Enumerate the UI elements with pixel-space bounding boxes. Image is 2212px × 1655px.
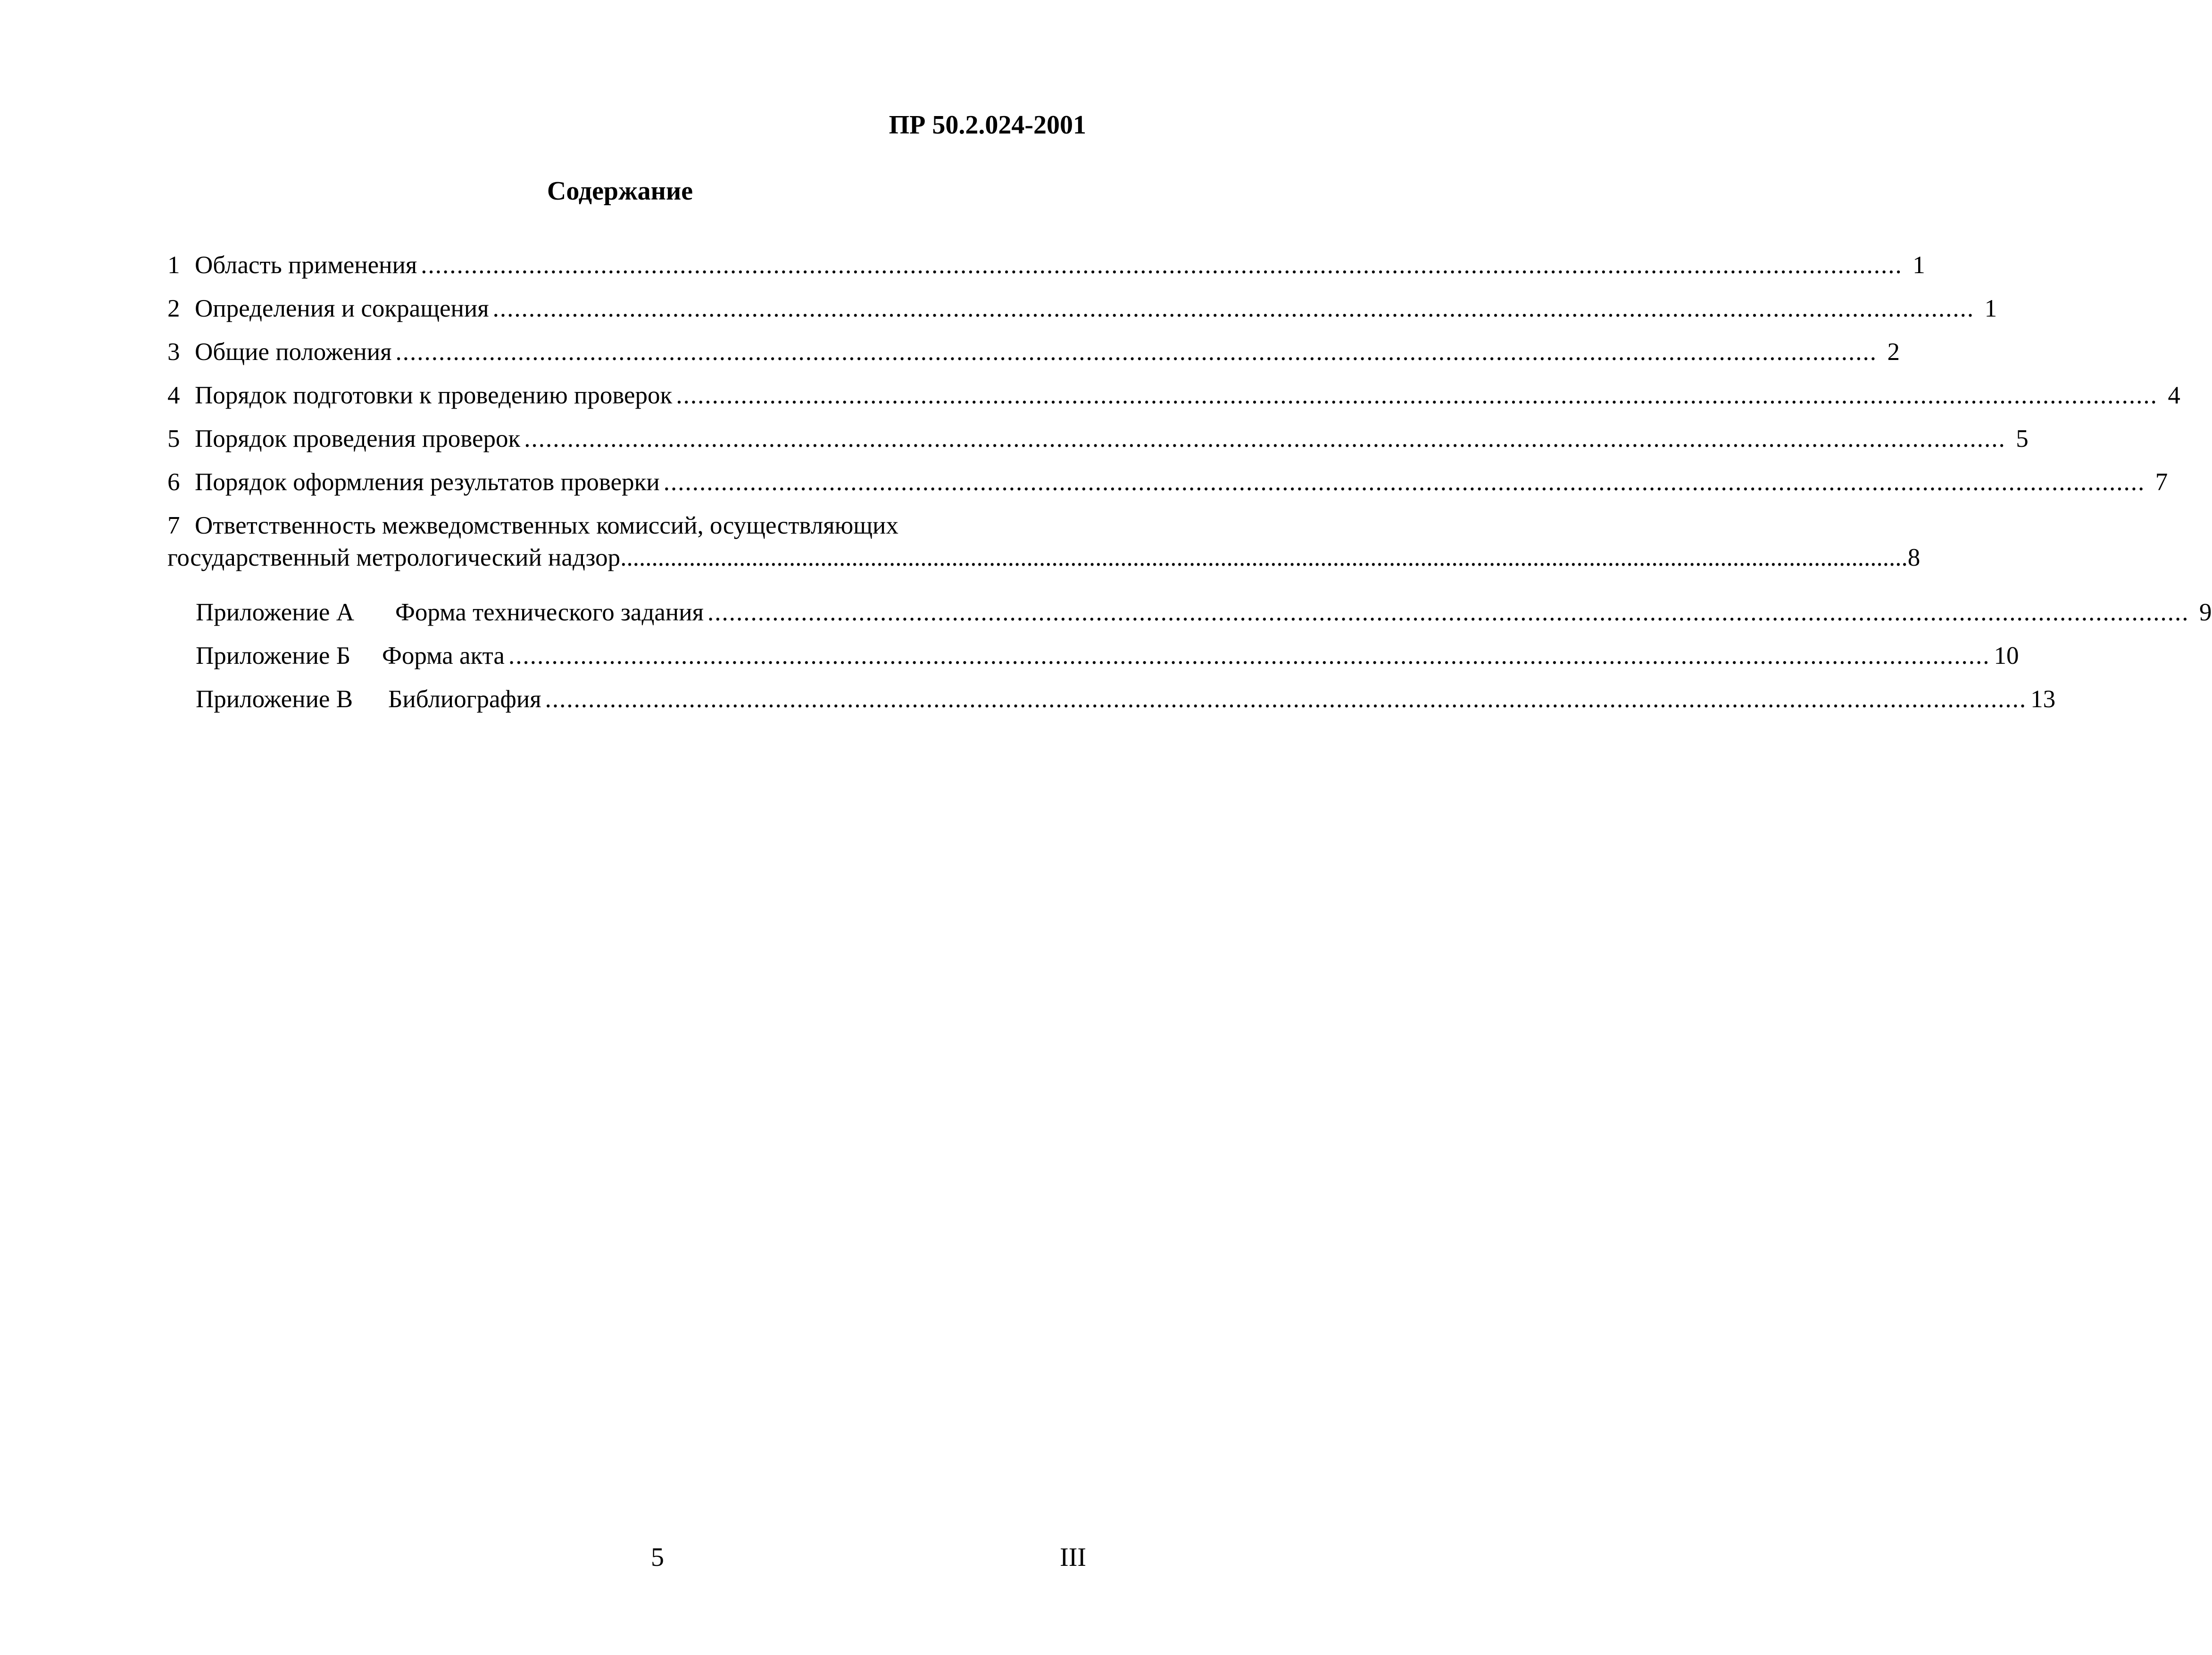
toc-entry-page: 8: [1907, 544, 1921, 571]
dot-leader: ..............................................................................................................................................................................................................: [545, 685, 2027, 713]
toc-entry-page: 13: [2030, 685, 2056, 713]
dot-leader: ..............................................................................................................................................................................................................: [395, 338, 1878, 366]
toc-entry-page: 1: [1913, 251, 1925, 279]
table-of-contents: [167, 249, 2212, 727]
toc-entry-6: [167, 466, 2168, 510]
toc-entry-number: 7: [167, 512, 180, 539]
toc-entry-number: 1: [167, 251, 180, 279]
toc-entry-number: 3: [167, 338, 180, 366]
toc-entry-2: [167, 293, 1997, 336]
toc-entry-number: 6: [167, 468, 180, 496]
dot-leader: ..............................................................................................................................................................................................................: [492, 295, 1975, 322]
dot-leader: ..............................................................................................................................................................................................................: [421, 251, 1903, 279]
toc-entry-5: [167, 423, 2029, 466]
toc-entry-label: Порядок подготовки к проведению проверок: [195, 382, 673, 409]
appendix-title: Форма акта: [382, 642, 505, 669]
appendix-label: Приложение Б: [196, 642, 351, 669]
toc-entry-4: [167, 379, 2180, 423]
toc-entry-label-line1: Ответственность межведомственных комиссий, осуществляющих: [195, 512, 898, 539]
toc-entry-number: 5: [167, 425, 180, 452]
toc-entry-page: 10: [1994, 642, 2019, 669]
dot-leader: ..............................................................................................................................................................................................................: [620, 544, 1908, 571]
dot-leader: ..............................................................................................................................................................................................................: [524, 425, 2006, 452]
appendix-label: Приложение В: [196, 685, 353, 713]
toc-entry-page: 5: [2016, 425, 2029, 452]
toc-entry-label: Область применения: [195, 251, 417, 279]
toc-entry-page: 4: [2168, 382, 2180, 409]
roman-page-number: III: [1060, 1543, 1086, 1572]
dot-leader: ..............................................................................................................................................................................................................: [707, 599, 2189, 626]
appendix-title: Форма технического задания: [395, 599, 704, 626]
toc-entry-label: Общие положения: [195, 338, 392, 366]
toc-appendix-b: [167, 640, 2019, 683]
toc-entry-page: 1: [1984, 295, 1997, 322]
document-code: ПР 50.2.024-2001: [889, 110, 1086, 140]
page-number: 5: [651, 1543, 664, 1572]
toc-appendix-c: [167, 683, 2056, 727]
toc-entry-label: Определения и сокращения: [195, 295, 489, 322]
toc-entry-page: 2: [1887, 338, 1900, 366]
toc-entry-label: Порядок проведения проверок: [195, 425, 521, 452]
toc-entry-7: [167, 510, 1921, 596]
toc-entry-page: 7: [2155, 468, 2168, 496]
dot-leader: ..............................................................................................................................................................................................................: [676, 382, 2158, 409]
toc-entry-label-line2: государственный метрологический надзор: [167, 544, 621, 571]
toc-entry-3: [167, 336, 1900, 379]
dot-leader: ..............................................................................................................................................................................................................: [663, 468, 2145, 496]
dot-leader: ..............................................................................................................................................................................................................: [508, 642, 1990, 669]
toc-entry-first-line: [167, 510, 1082, 542]
toc-entry-label: Порядок оформления результатов проверки: [195, 468, 660, 496]
toc-entry-second-line: [167, 542, 1921, 574]
toc-entry-page: 9: [2199, 599, 2212, 626]
toc-entry-number: 2: [167, 295, 180, 322]
toc-title: Содержание: [547, 176, 693, 206]
appendix-label: Приложение А: [196, 599, 354, 626]
appendix-title: Библиография: [388, 685, 541, 713]
toc-entry-number: 4: [167, 382, 180, 409]
toc-entry-1: [167, 249, 1925, 293]
toc-appendix-a: [167, 596, 2212, 640]
